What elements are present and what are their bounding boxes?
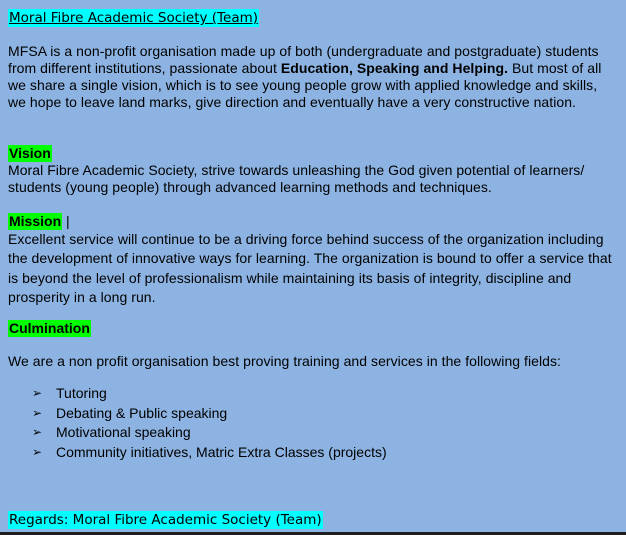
text-cursor: | (66, 213, 70, 229)
list-item (32, 384, 387, 404)
mission-paragraph: Excellent service will continue to be a driving force behind success of the organization including the development of innovative ways for learning. The organization is bound to offer a service that is beyond the level of professionalism while maintaining its basis of integrity, discipline and prosperity in a long run. (8, 231, 612, 305)
intro-text-end: But most of all we share a single vision, which is to see young people grow with applied knowledge and skills, we hope to leave land marks, give direction and eventually have a very constructive nation. (8, 60, 602, 110)
vision-heading: Vision (9, 145, 51, 161)
arrow-bullet-icon: ➢ (32, 386, 43, 400)
list-item-label: Tutoring (56, 385, 107, 401)
arrow-bullet-icon: ➢ (32, 425, 43, 440)
intro-bold-phrase: Education, Speaking and Helping. (280, 60, 509, 76)
services-list (32, 384, 387, 463)
list-item (32, 423, 387, 443)
regards-signoff: Regards: Moral Fibre Academic Society (Team) (9, 512, 322, 528)
intro-text-start: MFSA is a non-profit organisation made up of both (undergraduate and postgraduate) students from different institutions, passionate about (8, 43, 599, 76)
mission-heading: Mission (9, 213, 62, 229)
culmination-heading: Culmination (9, 320, 90, 336)
arrow-bullet-icon: ➢ (32, 445, 43, 460)
list-item (32, 404, 387, 424)
arrow-bullet-icon: ➢ (32, 405, 43, 420)
vision-paragraph: Moral Fibre Academic Society, strive towards unleashing the God given potential of learners/ students (young people) through advanced learning methods and techniques. (8, 162, 585, 195)
list-item (32, 443, 387, 463)
list-item-label: Debating & Public speaking (56, 404, 228, 421)
list-item-label: Motivational speaking (56, 424, 191, 441)
culmination-paragraph: We are a non profit organisation best proving training and services in the following fields: (8, 353, 561, 369)
title-link[interactable]: Moral Fibre Academic Society (Team) (9, 10, 259, 26)
list-item-label: Community initiatives, Matric Extra Classes (projects) (56, 444, 387, 461)
intro-paragraph (8, 43, 618, 111)
